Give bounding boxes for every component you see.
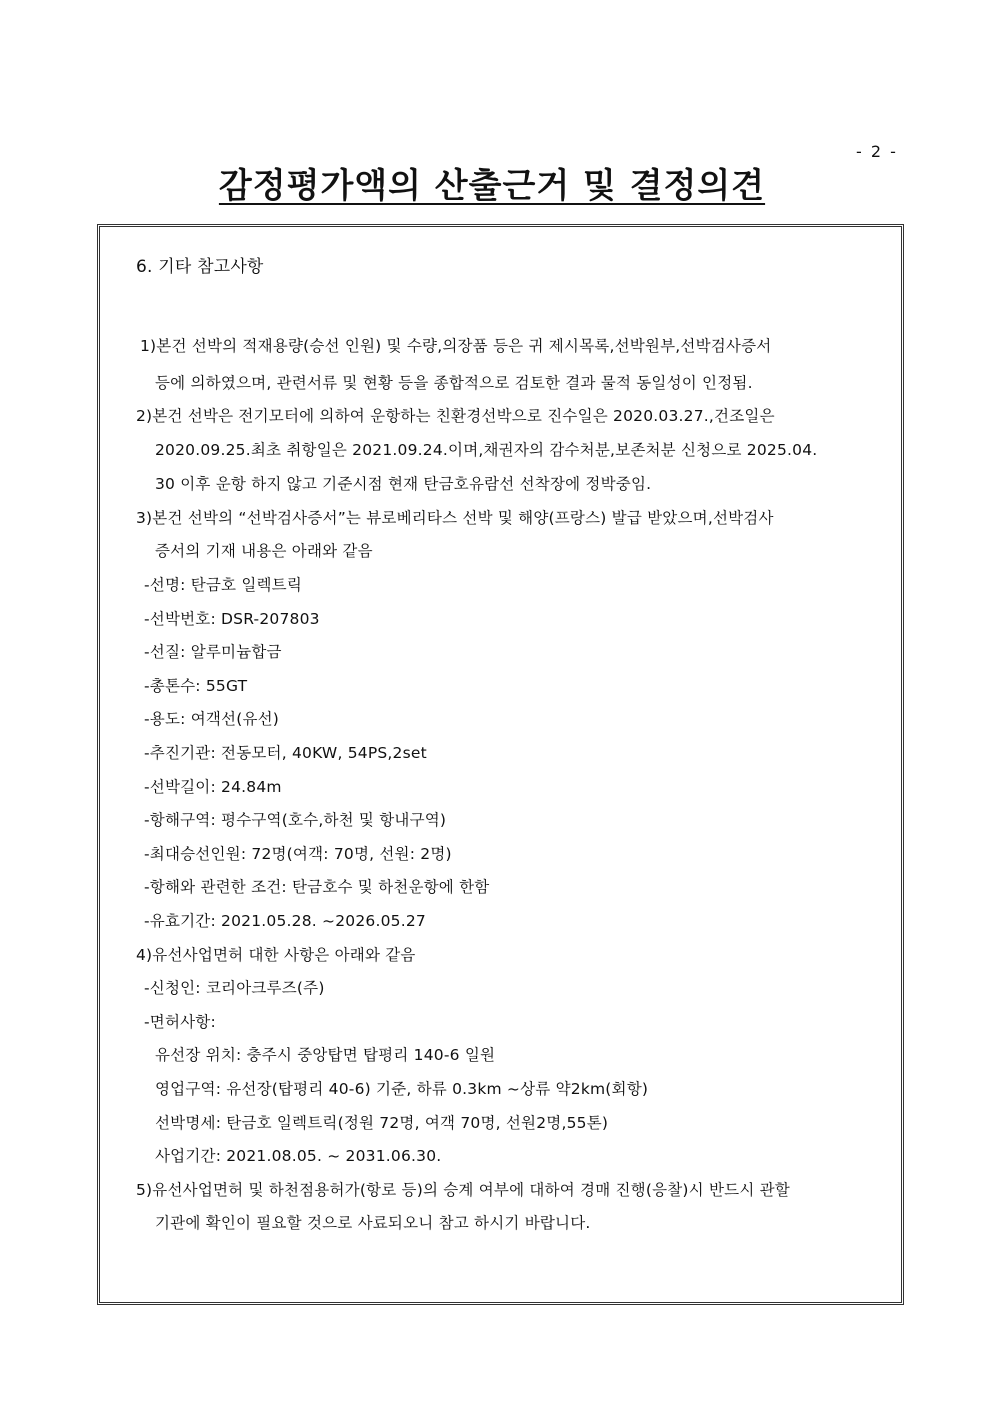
page-title: 감정평가액의 산출근거 및 결정의견 — [218, 166, 766, 206]
text-line: 사업기간: 2021.08.05. ~ 2031.06.30. — [155, 1147, 442, 1165]
text-line: -신청인: 코리아크루즈(주) — [144, 979, 325, 997]
text-line: 4)유선사업면허 대한 사항은 아래와 같음 — [136, 946, 416, 964]
text-line: -선박번호: DSR-207803 — [144, 610, 320, 628]
text-line: 2)본건 선박은 전기모터에 의하여 운항하는 친환경선박으로 진수일은 2020.03.27.,건조일은 — [136, 407, 775, 425]
text-line: 기관에 확인이 필요할 것으로 사료되오니 참고 하시기 바랍니다. — [155, 1214, 591, 1232]
page-number: - 2 - — [856, 142, 898, 161]
text-line: 30 이후 운항 하지 않고 기준시점 현재 탄금호유람선 선착장에 정박중임. — [155, 475, 652, 493]
text-line: 3)본건 선박의 “선박검사증서”는 뷰로베리타스 선박 및 해양(프랑스) 발급 받았으며,선박검사 — [136, 509, 774, 527]
text-line: 증서의 기재 내용은 아래와 같음 — [155, 542, 373, 560]
text-line: 2020.09.25.최초 취항일은 2021.09.24.이며,채권자의 감수처분,보존처분 신청으로 2025.04. — [155, 441, 818, 459]
text-line: -유효기간: 2021.05.28. ~2026.05.27 — [144, 912, 426, 930]
text-line: -선박길이: 24.84m — [144, 778, 282, 796]
text-line: 유선장 위치: 충주시 중앙탑면 탑평리 140-6 일원 — [155, 1046, 496, 1064]
text-line: -항해와 관련한 조건: 탄금호수 및 하천운항에 한함 — [144, 878, 490, 896]
text-line: -항해구역: 평수구역(호수,하천 및 항내구역) — [144, 811, 447, 829]
text-line: -용도: 여객선(유선) — [144, 710, 280, 728]
text-line: -선명: 탄금호 일렉트릭 — [144, 576, 303, 594]
text-line: -면허사항: — [144, 1013, 216, 1031]
text-line: 등에 의하였으며, 관련서류 및 현황 등을 종합적으로 검토한 결과 물적 동일성이 인정됨. — [155, 374, 753, 392]
text-line: 5)유선사업면허 및 하천점용허가(항로 등)의 승계 여부에 대하여 경매 진행(응찰)시 반드시 관할 — [136, 1181, 790, 1199]
text-line: 선박명세: 탄금호 일렉트릭(정원 72명, 여객 70명, 선원2명,55톤) — [155, 1114, 609, 1132]
text-line: 1)본건 선박의 적재용량(승선 인원) 및 수량,의장품 등은 귀 제시목록,선박원부,선박검사증서 — [140, 337, 772, 355]
text-line: -추진기관: 전동모터, 40KW, 54PS,2set — [144, 744, 427, 762]
text-line: -선질: 알루미늄합금 — [144, 643, 282, 661]
text-line: -총톤수: 55GT — [144, 677, 248, 695]
text-line: -최대승선인원: 72명(여객: 70명, 선원: 2명) — [144, 845, 452, 863]
text-line: 영업구역: 유선장(탑평리 40-6) 기준, 하류 0.3km ~상류 약2km(회항) — [155, 1080, 649, 1098]
section-heading: 6. 기타 참고사항 — [136, 257, 264, 277]
